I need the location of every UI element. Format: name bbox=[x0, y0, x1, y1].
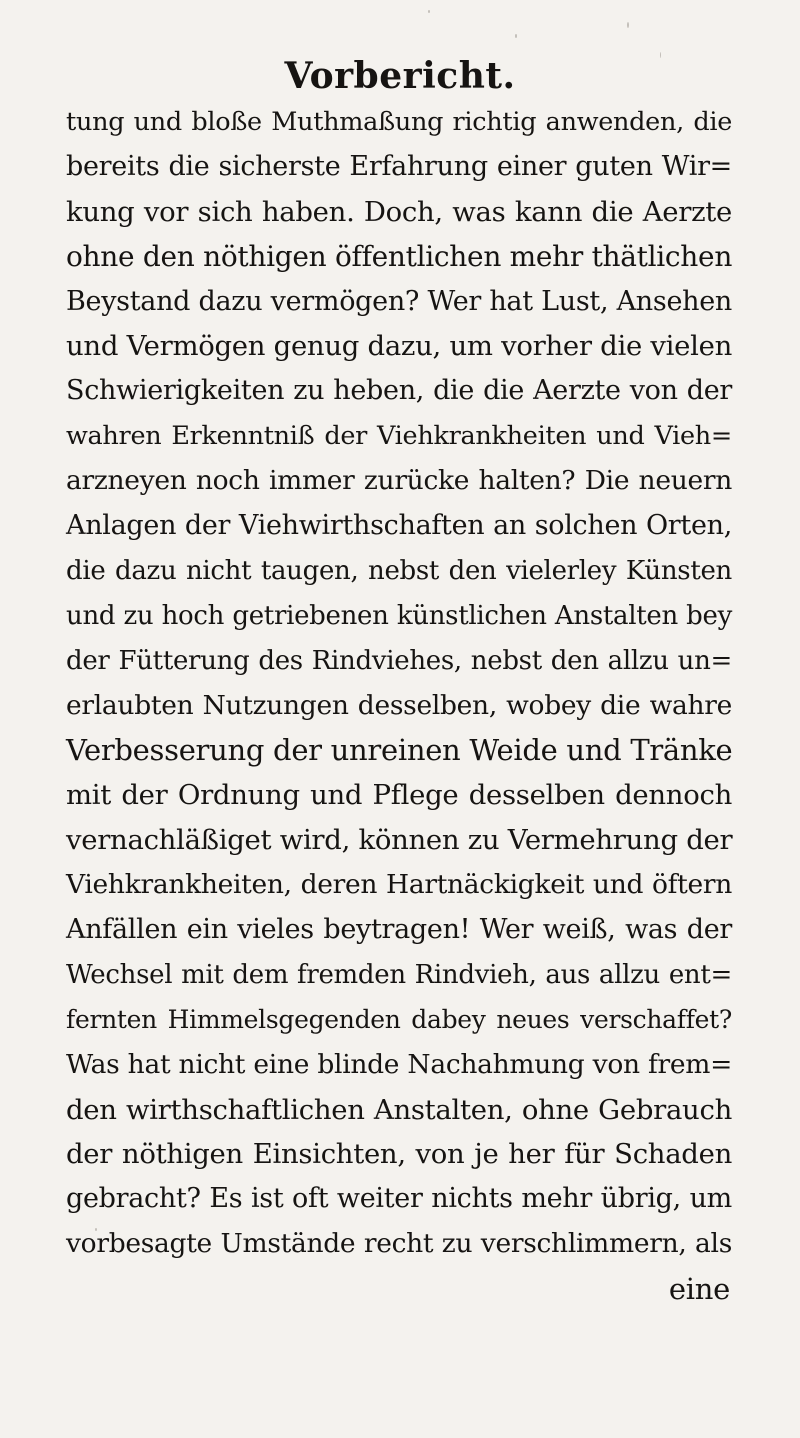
text-line: der Fütterung des Rindviehes, nebst den allzu un= bbox=[66, 645, 732, 676]
text-line: tung und bloße Muthmaßung richtig anwenden, die bbox=[66, 107, 732, 137]
paper-speck bbox=[627, 22, 629, 28]
text-line: und zu hoch getriebenen künstlichen Anstalten bey bbox=[66, 600, 732, 631]
text-line: Verbesserung der unreinen Weide und Tränke bbox=[66, 733, 733, 768]
text-line: und Vermögen genug dazu, um vorher die vielen bbox=[66, 330, 732, 363]
text-line: der nöthigen Einsichten, von je her für Schaden bbox=[66, 1138, 732, 1171]
text-line: fernten Himmelsgegenden dabey neues verschaffet? bbox=[66, 1004, 732, 1034]
text-line: Viehkrankheiten, deren Hartnäckigkeit und öftern bbox=[66, 869, 732, 901]
text-line: Anlagen der Viehwirthschaften an solchen Orten, bbox=[66, 510, 732, 542]
paper-speck bbox=[515, 34, 517, 38]
text-line: arzneyen noch immer zurücke halten? Die neuern bbox=[66, 465, 732, 497]
text-line: vernachläßiget wird, können zu Vermehrung der bbox=[66, 824, 733, 857]
text-line: den wirthschaftlichen Anstalten, ohne Gebrauch bbox=[66, 1093, 732, 1126]
text-line: mit der Ordnung und Pflege desselben dennoch bbox=[66, 779, 732, 812]
text-line: Wechsel mit dem fremden Rindvieh, aus allzu ent= bbox=[66, 959, 732, 990]
text-line: vorbesagte Umstände recht zu verschlimmern, als bbox=[66, 1228, 732, 1260]
text-line: wahren Erkenntniß der Viehkrankheiten und Vieh= bbox=[66, 421, 732, 452]
text-line: Anfällen ein vieles beytragen! Wer weiß, was der bbox=[66, 914, 732, 946]
text-line: kung vor sich haben. Doch, was kann die Aerzte bbox=[66, 195, 732, 228]
paper-speck bbox=[428, 10, 430, 13]
text-line: Beystand dazu vermögen? Wer hat Lust, Ansehen bbox=[66, 285, 732, 317]
text-line: ohne den nöthigen öffentlichen mehr thätlichen bbox=[66, 239, 733, 273]
text-line: die dazu nicht taugen, nebst den vielerley Künsten bbox=[66, 555, 732, 586]
body-text bbox=[66, 100, 732, 1312]
text-line: bereits die sicherste Erfahrung einer guten Wir= bbox=[66, 150, 732, 182]
page-header: Vorbericht. bbox=[284, 55, 516, 97]
catchword: eine bbox=[668, 1272, 730, 1307]
text-line: Was hat nicht eine blinde Nachahmung von frem= bbox=[66, 1048, 732, 1080]
text-line: Schwierigkeiten zu heben, die die Aerzte von der bbox=[66, 375, 732, 407]
text-line: gebracht? Es ist oft weiter nichts mehr übrig, um bbox=[66, 1183, 732, 1215]
text-line: erlaubten Nutzungen desselben, wobey die wahre bbox=[66, 689, 732, 721]
